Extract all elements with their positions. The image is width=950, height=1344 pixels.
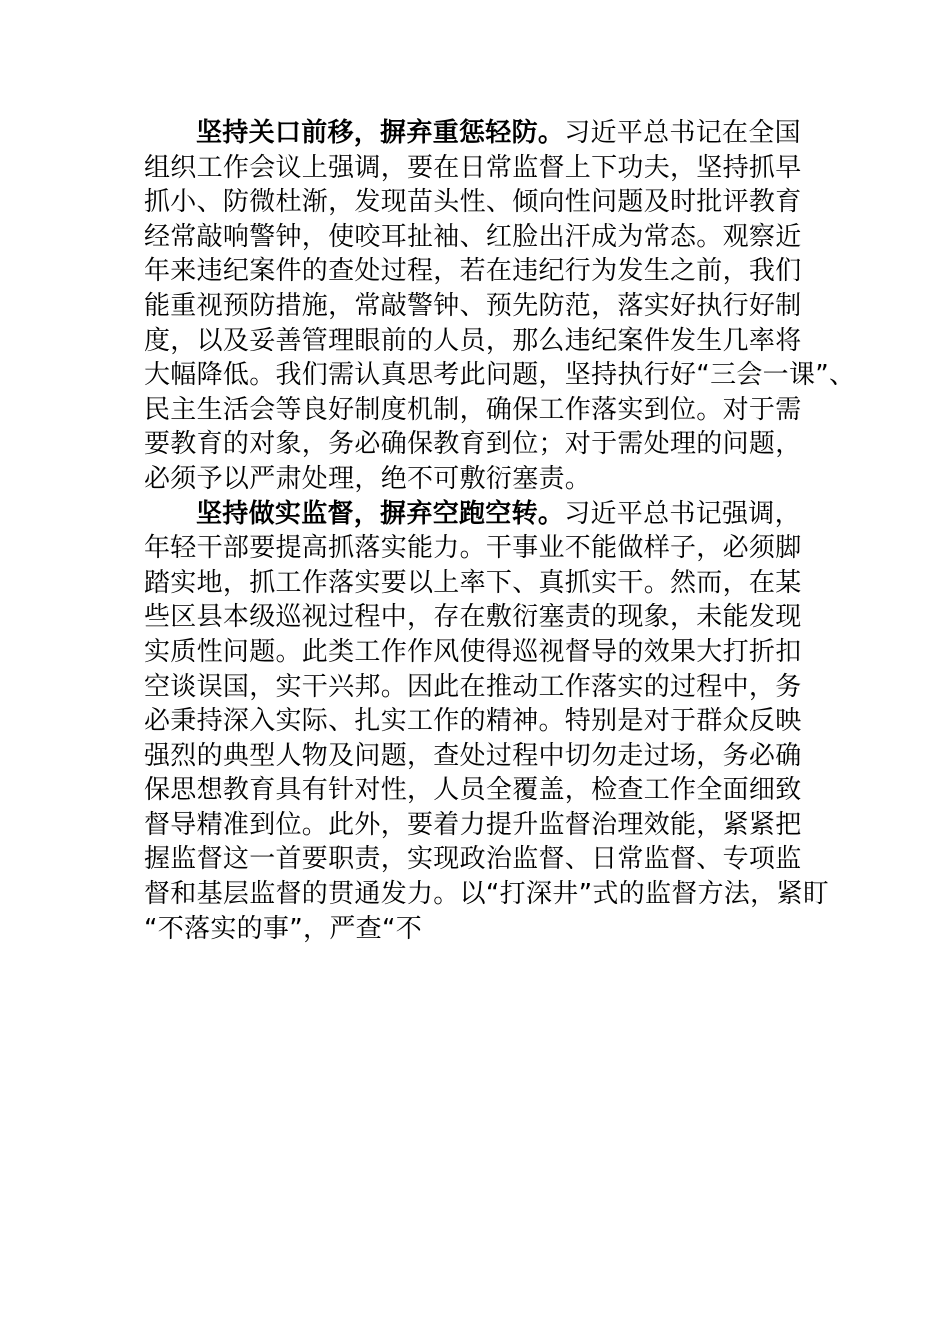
- paragraph-line: 能重视预防措施，常敲警钟、预先防范，落实好执行好制: [144, 290, 802, 321]
- paragraph-line: 些区县本级巡视过程中，存在敷衍塞责的现象，未能发现: [144, 602, 802, 633]
- paragraph-line: 必须予以严肃处理，绝不可敷衍塞责。: [144, 463, 592, 494]
- paragraph-line: 踏实地，抓工作落实要以上率下、真抓实干。然而，在某: [144, 567, 802, 598]
- paragraph-line: 实质性问题。此类工作作风使得巡视督导的效果大打折扣: [144, 636, 802, 667]
- paragraph-line: 年轻干部要提高抓落实能力。干事业不能做样子，必须脚: [144, 533, 802, 564]
- paragraph-text: 习近平总书记在全国: [564, 118, 801, 148]
- paragraph-heading: 坚持做实监督，摒弃空跑空转。: [196, 498, 565, 529]
- paragraph-line: “不落实的事”，严查“不: [144, 913, 423, 944]
- paragraph-line: 空谈误国，实干兴邦。因此在推动工作落实的过程中，务: [144, 671, 802, 702]
- paragraph-line: 督导精准到位。此外，要着力提升监督治理效能，紧紧把: [144, 809, 802, 840]
- paragraph-line: 必秉持深入实际、扎实工作的精神。特别是对于群众反映: [144, 706, 802, 737]
- paragraph-text: 习近平总书记强调，: [564, 498, 801, 529]
- paragraph-line: 握监督这一首要职责，实现政治监督、日常监督、专项监: [144, 844, 802, 875]
- document-body: [144, 116, 856, 946]
- paragraph-line: 督和基层监督的贯通发力。以“打深井”式的监督方法，紧盯: [144, 879, 830, 910]
- paragraph-1: [144, 116, 856, 497]
- paragraph-line: 组织工作会议上强调，要在日常监督上下功夫，坚持抓早: [144, 152, 802, 183]
- paragraph-line: 年来违纪案件的查处过程，若在违纪行为发生之前，我们: [144, 256, 802, 287]
- paragraph-line: 保思想教育具有针对性，人员全覆盖，检查工作全面细致: [144, 775, 802, 806]
- paragraph-line: 强烈的典型人物及问题，查处过程中切勿走过场，务必确: [144, 740, 802, 771]
- paragraph-line: 经常敲响警钟，使咬耳扯袖、红脸出汗成为常态。观察近: [144, 221, 802, 252]
- paragraph-line: 度，以及妥善管理眼前的人员，那么违纪案件发生几率将: [144, 325, 802, 356]
- paragraph-first-line: [144, 116, 810, 151]
- paragraph-first-line: [144, 497, 810, 532]
- paragraph-line: 要教育的对象，务必确保教育到位；对于需处理的问题，: [144, 429, 802, 460]
- paragraph-line: 抓小、防微杜渐，发现苗头性、倾向性问题及时批评教育: [144, 187, 802, 218]
- paragraph-2: [144, 497, 830, 947]
- paragraph-heading: 坚持关口前移，摒弃重惩轻防。: [196, 118, 565, 148]
- paragraph-line: 大幅降低。我们需认真思考此问题，坚持执行好“三会一课”、: [144, 360, 856, 391]
- paragraph-line: 民主生活会等良好制度机制，确保工作落实到位。对于需: [144, 394, 802, 425]
